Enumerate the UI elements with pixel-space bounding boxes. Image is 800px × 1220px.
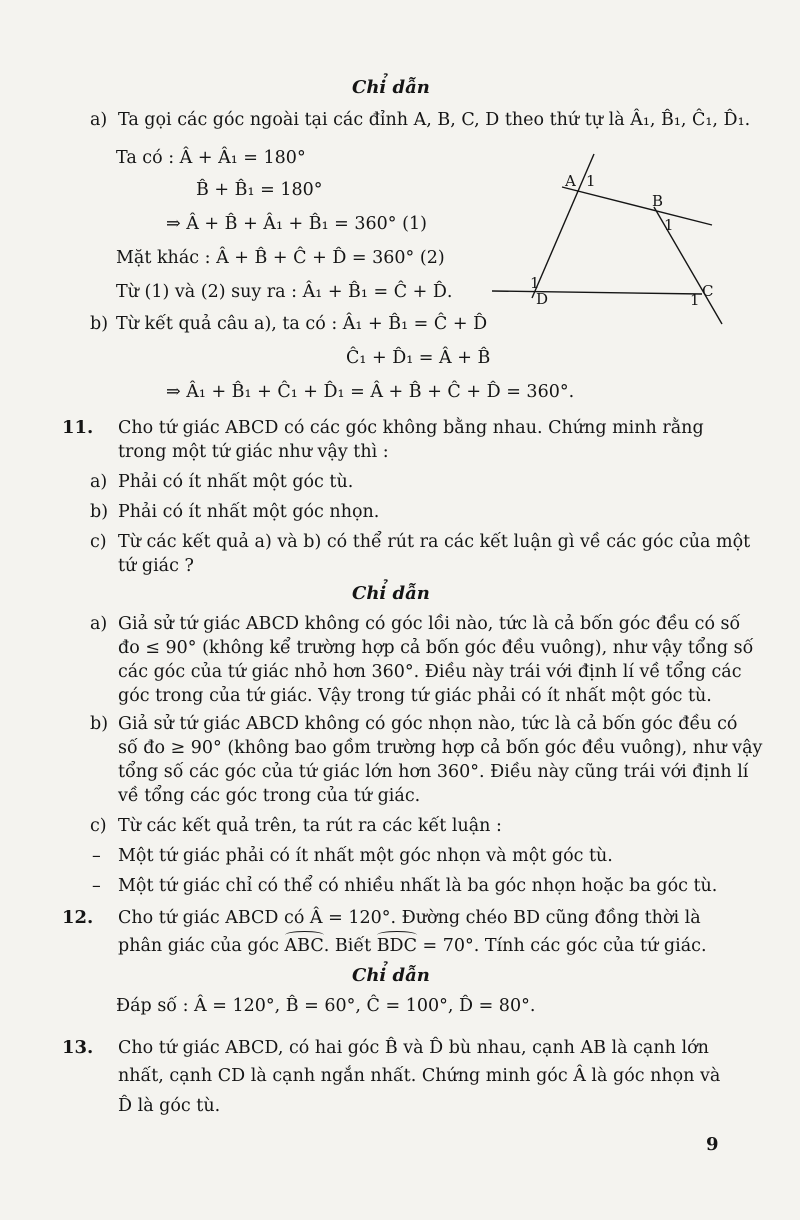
hint11-d1-mark: – (92, 846, 101, 866)
hint11-a1: Giả sử tứ giác ABCD không có góc lồi nào, tức là cả bốn góc đều có số (118, 614, 741, 634)
hint10-b-label: b) (90, 314, 109, 334)
problem-13-line3: D̂ là góc tù. (118, 1096, 221, 1116)
vertex-d-label: D (536, 290, 549, 308)
hint10-a-line: Ta gọi các góc ngoài tại các đỉnh A, B, C, D theo thứ tự là Â₁, B̂₁, Ĉ₁, D̂₁. (118, 110, 751, 130)
angle-b-label: 1 (664, 216, 674, 234)
problem-11-line1: Cho tứ giác ABCD có các góc không bằng nhau. Chứng minh rằng (118, 418, 704, 438)
hint10-eq8: ⇒ Â₁ + B̂₁ + Ĉ₁ + D̂₁ = Â + B̂ + Ĉ + D̂ = 360°. (166, 382, 575, 402)
problem-12-answer: Đáp số : Â = 120°, B̂ = 60°, Ĉ = 100°, D̂ = 80°. (116, 996, 536, 1016)
hint11-d1: Một tứ giác phải có ít nhất một góc nhọn và một góc tù. (118, 846, 613, 866)
hint11-d2-mark: – (92, 876, 101, 896)
hint11-b1: Giả sử tứ giác ABCD không có góc nhọn nào, tức là cả bốn góc đều có (118, 714, 738, 734)
problem-13-line1: Cho tứ giác ABCD, có hai góc B̂ và D̂ bù nhau, cạnh AB là cạnh lớn (118, 1038, 709, 1058)
problem-13-number: 13. (62, 1037, 94, 1058)
hint11-b4: về tổng các góc trong của tứ giác. (118, 786, 421, 806)
problem-11-a-label: a) (90, 472, 108, 492)
line-through-a-d (532, 154, 594, 298)
hint11-a-label: a) (90, 614, 108, 634)
hint10-eq2: B̂ + B̂₁ = 180° (196, 180, 323, 200)
hint-heading-11: Chỉ dẫn (352, 583, 430, 604)
problem-12-number: 12. (62, 907, 94, 928)
hint10-a-label: a) (90, 110, 108, 130)
problem-11-a: Phải có ít nhất một góc tù. (118, 472, 354, 492)
hint11-b-label: b) (90, 714, 109, 734)
problem-11-line2: trong một tứ giác như vậy thì : (118, 442, 389, 462)
line-through-a-b (562, 187, 712, 225)
hint10-eq4: Mặt khác : Â + B̂ + Ĉ + D̂ = 360° (2) (116, 248, 445, 268)
problem-11-b: Phải có ít nhất một góc nhọn. (118, 502, 380, 522)
hint11-a2: đo ≤ 90° (không kể trường hợp cả bốn góc đều vuông), như vậy tổng số (118, 638, 754, 658)
hint11-c: Từ các kết quả trên, ta rút ra các kết luận : (118, 816, 502, 836)
hint10-eq5: Từ (1) và (2) suy ra : Â₁ + B̂₁ = Ĉ + D̂. (116, 282, 453, 302)
page-number: 9 (706, 1134, 719, 1155)
problem-11-c1: Từ các kết quả a) và b) có thể rút ra các kết luận gì về các góc của một (118, 532, 751, 552)
hint11-b2: số đo ≥ 90° (không bao gồm trường hợp cả bốn góc đều vuông), như vậy (118, 738, 763, 758)
hint11-c-label: c) (90, 816, 107, 836)
hint10-eq6: Từ kết quả câu a), ta có : Â₁ + B̂₁ = Ĉ + D̂ (116, 314, 488, 334)
problem-13-line2: nhất, cạnh CD là cạnh ngắn nhất. Chứng minh góc Â là góc nhọn và (118, 1066, 721, 1086)
angle-a-label: 1 (586, 172, 596, 190)
vertex-a-label: A (565, 172, 576, 190)
problem-12-line1: Cho tứ giác ABCD có Â = 120°. Đường chéo BD cũng đồng thời là (118, 908, 701, 928)
vertex-c-label: C (702, 282, 714, 300)
hint11-b3: tổng số các góc của tứ giác lớn hơn 360°. Điều này cũng trái với định lí (118, 762, 749, 782)
angle-d-label: 1 (530, 274, 540, 292)
vertex-b-label: B (652, 192, 664, 210)
problem-11-c2: tứ giác ? (118, 556, 194, 576)
hint11-a4: góc trong của tứ giác. Vậy trong tứ giác phải có ít nhất một góc tù. (118, 686, 712, 706)
hint-heading-12: Chỉ dẫn (352, 965, 430, 986)
angle-bdc: BDC (376, 936, 417, 956)
hint-heading-10: Chỉ dẫn (352, 77, 430, 98)
hint11-a3: các góc của tứ giác nhỏ hơn 360°. Điều này trái với định lí về tổng các (118, 662, 742, 682)
problem-12-line2-post: = 70°. Tính các góc của tứ giác. (416, 936, 707, 956)
problem-11-number: 11. (62, 417, 94, 438)
problem-12-line2-mid: . Biết (323, 936, 377, 956)
quadrilateral-figure (0, 0, 800, 420)
problem-11-b-label: b) (90, 502, 109, 522)
hint10-eq7: Ĉ₁ + D̂₁ = Â + B̂ (346, 348, 491, 368)
line-through-d-c (492, 291, 702, 294)
hint10-eq3: ⇒ Â + B̂ + Â₁ + B̂₁ = 360° (1) (166, 214, 427, 234)
problem-11-c-label: c) (90, 532, 107, 552)
hint10-eq1: Ta có : Â + Â₁ = 180° (116, 148, 306, 168)
hint11-d2: Một tứ giác chỉ có thể có nhiều nhất là ba góc nhọn hoặc ba góc tù. (118, 876, 718, 896)
angle-c-label: 1 (690, 291, 700, 309)
problem-12-line2 (118, 934, 707, 958)
angle-abc: ABC (284, 936, 324, 956)
problem-12-line2-pre: phân giác của góc (118, 936, 285, 956)
